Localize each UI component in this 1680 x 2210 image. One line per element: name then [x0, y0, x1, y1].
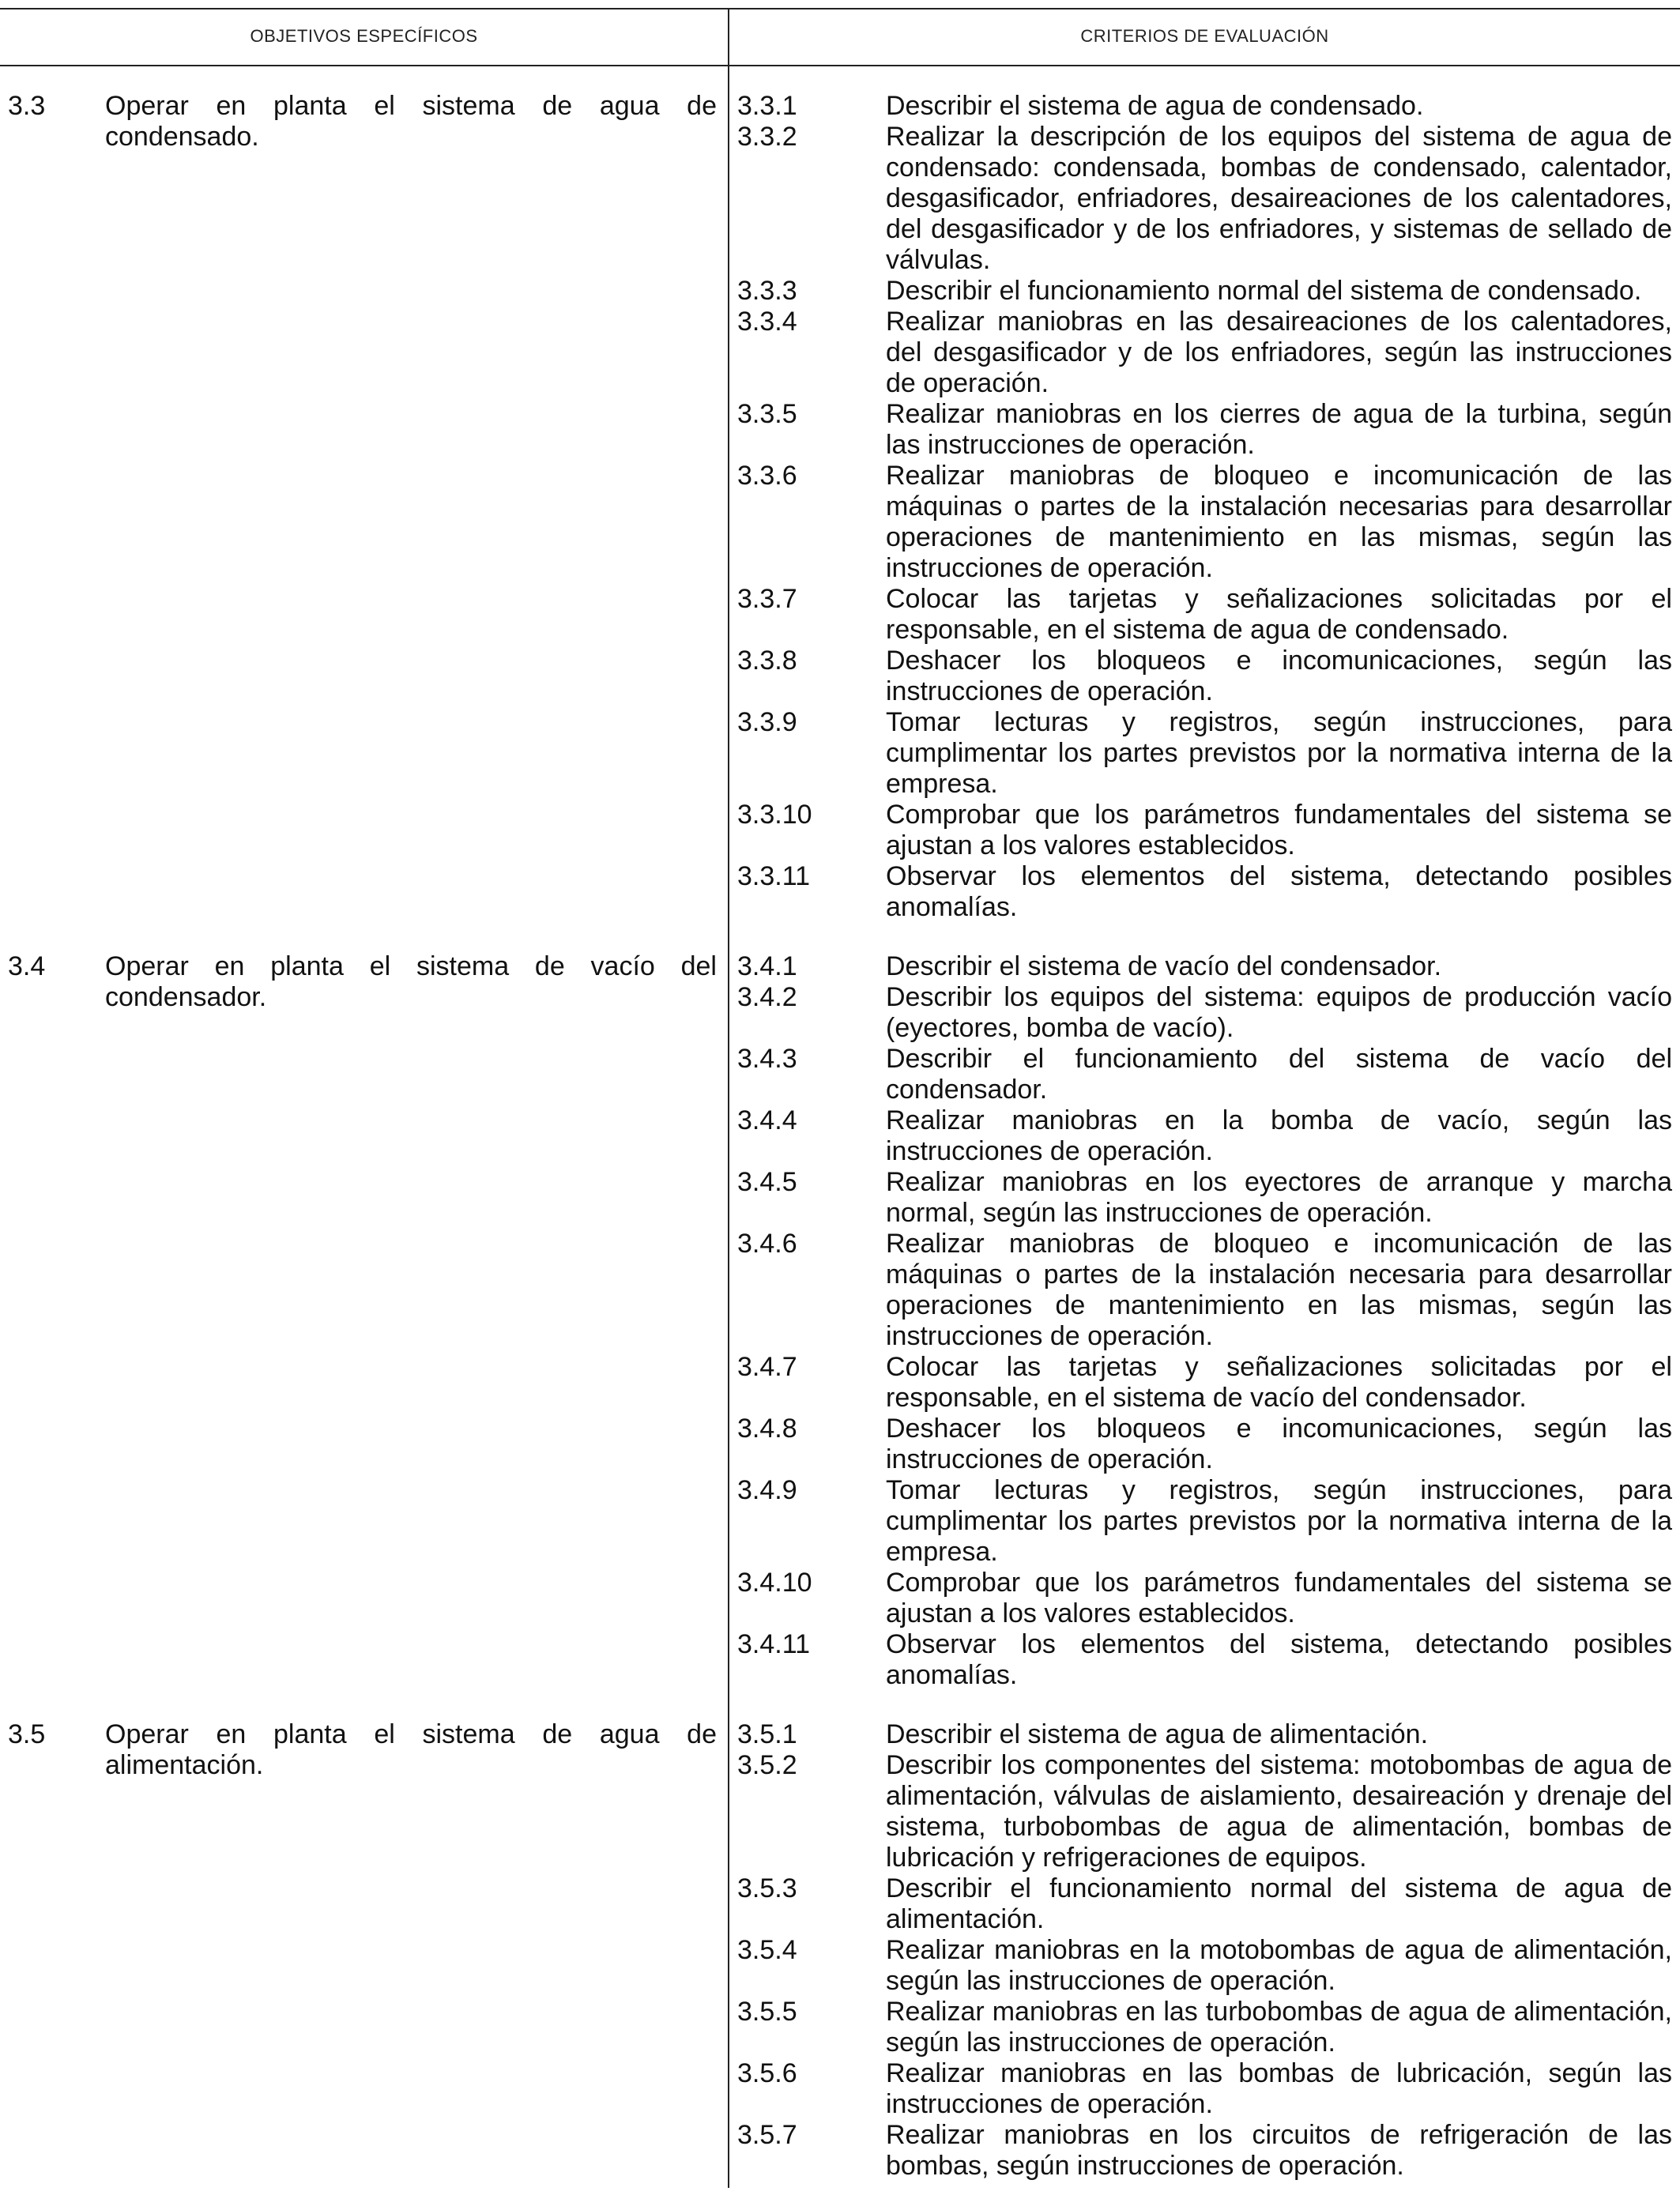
criterion-text: Realizar maniobras en los cierres de agua de la turbina, según las instrucciones de operación.: [886, 399, 1672, 460]
criterion-text: Describir el sistema de vacío del condensador.: [886, 951, 1442, 981]
table-row: [0, 1719, 1680, 2182]
criteria-cell: [728, 1719, 1680, 2182]
criterion-text: Realizar maniobras en la motobombas de agua de alimentación, según las instrucciones de operación.: [886, 1935, 1672, 1996]
criterion-number: 3.4.6: [737, 1229, 797, 1259]
criterion-number: 3.5.5: [737, 1997, 797, 2027]
criterion-text: Describir los equipos del sistema: equipos de producción vacío (eyectores, bomba de vacío).: [886, 982, 1672, 1043]
criterion-number: 3.4.3: [737, 1044, 797, 1074]
criterion-text: Describir el sistema de agua de condensado.: [886, 91, 1424, 121]
criterion-text: Colocar las tarjetas y señalizaciones solicitadas por el responsable, en el sistema de vacío del condensador.: [886, 1352, 1672, 1413]
criterion-number: 3.3.3: [737, 276, 797, 306]
header-criteria: CRITERIOS DE EVALUACIÓN: [1080, 26, 1329, 46]
criterion-item: [737, 1568, 1672, 1629]
objective-text: Operar en planta el sistema de vacío del condensador.: [105, 951, 717, 1012]
criterion-text: Tomar lecturas y registros, según instrucciones, para cumplimentar los partes previstos por la normativa interna de la empresa.: [886, 707, 1672, 799]
criterion-item: [737, 307, 1672, 399]
criterion-item: [737, 461, 1672, 584]
criterion-number: 3.5.6: [737, 2058, 797, 2088]
criterion-number: 3.5.1: [737, 1719, 797, 1749]
criterion-text: Realizar maniobras en las turbobombas de agua de alimentación, según las instrucciones de operación.: [886, 1997, 1672, 2058]
criterion-text: Realizar maniobras en la bomba de vacío, según las instrucciones de operación.: [886, 1105, 1672, 1166]
criterion-item: [737, 1719, 1672, 1750]
criterion-text: Describir el funcionamiento del sistema de vacío del condensador.: [886, 1044, 1672, 1105]
criterion-item: [737, 1475, 1672, 1568]
criterion-item: [737, 1414, 1672, 1475]
criterion-text: Realizar maniobras en los circuitos de refrigeración de las bombas, según instrucciones de operación.: [886, 2120, 1672, 2181]
criterion-text: Observar los elementos del sistema, detectando posibles anomalías.: [886, 1629, 1672, 1690]
criterion-number: 3.3.4: [737, 307, 797, 337]
criterion-item: [737, 1873, 1672, 1935]
criterion-text: Observar los elementos del sistema, detectando posibles anomalías.: [886, 861, 1672, 922]
criterion-number: 3.5.4: [737, 1935, 797, 1965]
criterion-number: 3.3.10: [737, 800, 812, 830]
criterion-text: Realizar maniobras en las desaireaciones de los calentadores, del desgasificador y de los enfriadores, según las instrucciones de operación.: [886, 307, 1672, 398]
criterion-text: Realizar maniobras en las bombas de lubricación, según las instrucciones de operación.: [886, 2058, 1672, 2119]
criterion-item: [737, 707, 1672, 800]
criterion-item: [737, 982, 1672, 1044]
header-rule: [0, 65, 1680, 66]
criterion-text: Deshacer los bloqueos e incomunicaciones, según las instrucciones de operación.: [886, 646, 1672, 706]
criterion-item: [737, 646, 1672, 707]
criterion-text: Colocar las tarjetas y señalizaciones solicitadas por el responsable, en el sistema de agua de condensado.: [886, 584, 1672, 645]
criterion-item: [737, 1229, 1672, 1352]
criterion-item: [737, 1167, 1672, 1229]
criterion-item: [737, 1352, 1672, 1414]
criterion-item: [737, 861, 1672, 923]
objective-number: 3.4: [8, 951, 46, 981]
criterion-number: 3.3.2: [737, 122, 797, 152]
criterion-number: 3.3.1: [737, 91, 797, 121]
criterion-number: 3.4.9: [737, 1475, 797, 1505]
objective-number: 3.5: [8, 1719, 46, 1749]
criterion-text: Realizar maniobras en los eyectores de arranque y marcha normal, según las instrucciones de operación.: [886, 1167, 1672, 1228]
table-body: [0, 91, 1680, 2210]
criterion-item: [737, 2120, 1672, 2182]
criterion-text: Describir el funcionamiento normal del sistema de condensado.: [886, 276, 1642, 306]
criterion-item: [737, 122, 1672, 276]
criterion-text: Describir los componentes del sistema: motobombas de agua de alimentación, válvulas de aislamiento, desaireación y drenaje del sistema, turbobombas de agua de alimentación, bombas de lubricación y refrigeraciones de equipos.: [886, 1750, 1672, 1873]
criterion-item: [737, 399, 1672, 461]
criterion-number: 3.3.11: [737, 861, 811, 891]
criterion-text: Deshacer los bloqueos e incomunicaciones, según las instrucciones de operación.: [886, 1414, 1672, 1474]
criterion-number: 3.5.7: [737, 2120, 797, 2150]
criterion-number: 3.4.11: [737, 1629, 811, 1659]
criterion-item: [737, 276, 1672, 307]
criterion-number: 3.3.6: [737, 461, 797, 491]
criterion-number: 3.3.9: [737, 707, 797, 737]
criterion-number: 3.3.5: [737, 399, 797, 429]
criteria-cell: [728, 91, 1680, 923]
criterion-number: 3.5.2: [737, 1750, 797, 1780]
header-objectives: OBJETIVOS ESPECÍFICOS: [250, 26, 478, 46]
table-row: [0, 951, 1680, 1691]
criteria-cell: [728, 951, 1680, 1691]
objective-text: Operar en planta el sistema de agua de alimentación.: [105, 1719, 717, 1780]
criterion-number: 3.4.2: [737, 982, 797, 1012]
criterion-item: [737, 584, 1672, 646]
criterion-item: [737, 800, 1672, 861]
criterion-item: [737, 1935, 1672, 1997]
criterion-item: [737, 951, 1672, 982]
criterion-item: [737, 1629, 1672, 1691]
criterion-text: Describir el sistema de agua de alimentación.: [886, 1719, 1429, 1749]
table-row: [0, 91, 1680, 923]
criterion-text: Realizar maniobras de bloqueo e incomunicación de las máquinas o partes de la instalación necesarias para desarrollar operaciones de mantenimiento en las mismas, según las instrucciones de operación.: [886, 461, 1672, 583]
criterion-number: 3.4.5: [737, 1167, 797, 1197]
criterion-number: 3.3.8: [737, 646, 797, 676]
criterion-number: 3.4.1: [737, 951, 797, 981]
criterion-item: [737, 1750, 1672, 1873]
criterion-text: Comprobar que los parámetros fundamentales del sistema se ajustan a los valores establecidos.: [886, 800, 1672, 860]
criterion-item: [737, 1997, 1672, 2058]
criterion-item: [737, 1044, 1672, 1105]
criterion-item: [737, 1105, 1672, 1167]
criterion-number: 3.4.8: [737, 1414, 797, 1444]
criterion-number: 3.4.4: [737, 1105, 797, 1135]
criterion-text: Realizar la descripción de los equipos del sistema de agua de condensado: condensada, bombas de condensado, calentador, desgasificador, enfriadores, desaireaciones de los calentadores, del desgasificador y de los enfriadores, y sistemas de sellado de válvulas.: [886, 122, 1672, 275]
criterion-text: Comprobar que los parámetros fundamentales del sistema se ajustan a los valores establecidos.: [886, 1568, 1672, 1628]
criterion-item: [737, 91, 1672, 122]
criterion-number: 3.3.7: [737, 584, 797, 614]
objective-cell: [0, 951, 728, 1013]
objective-number: 3.3: [8, 91, 46, 121]
criterion-text: Describir el funcionamiento normal del sistema de agua de alimentación.: [886, 1873, 1672, 1934]
objective-cell: [0, 1719, 728, 1781]
objective-text: Operar en planta el sistema de agua de condensado.: [105, 91, 717, 152]
criterion-text: Realizar maniobras de bloqueo e incomunicación de las máquinas o partes de la instalación necesaria para desarrollar operaciones de mantenimiento en las mismas, según las instrucciones de operación.: [886, 1229, 1672, 1351]
criterion-item: [737, 2058, 1672, 2120]
criterion-number: 3.4.7: [737, 1352, 797, 1382]
criterion-number: 3.4.10: [737, 1568, 812, 1598]
objective-cell: [0, 91, 728, 152]
criterion-text: Tomar lecturas y registros, según instrucciones, para cumplimentar los partes previstos por la normativa interna de la empresa.: [886, 1475, 1672, 1567]
criterion-number: 3.5.3: [737, 1873, 797, 1903]
